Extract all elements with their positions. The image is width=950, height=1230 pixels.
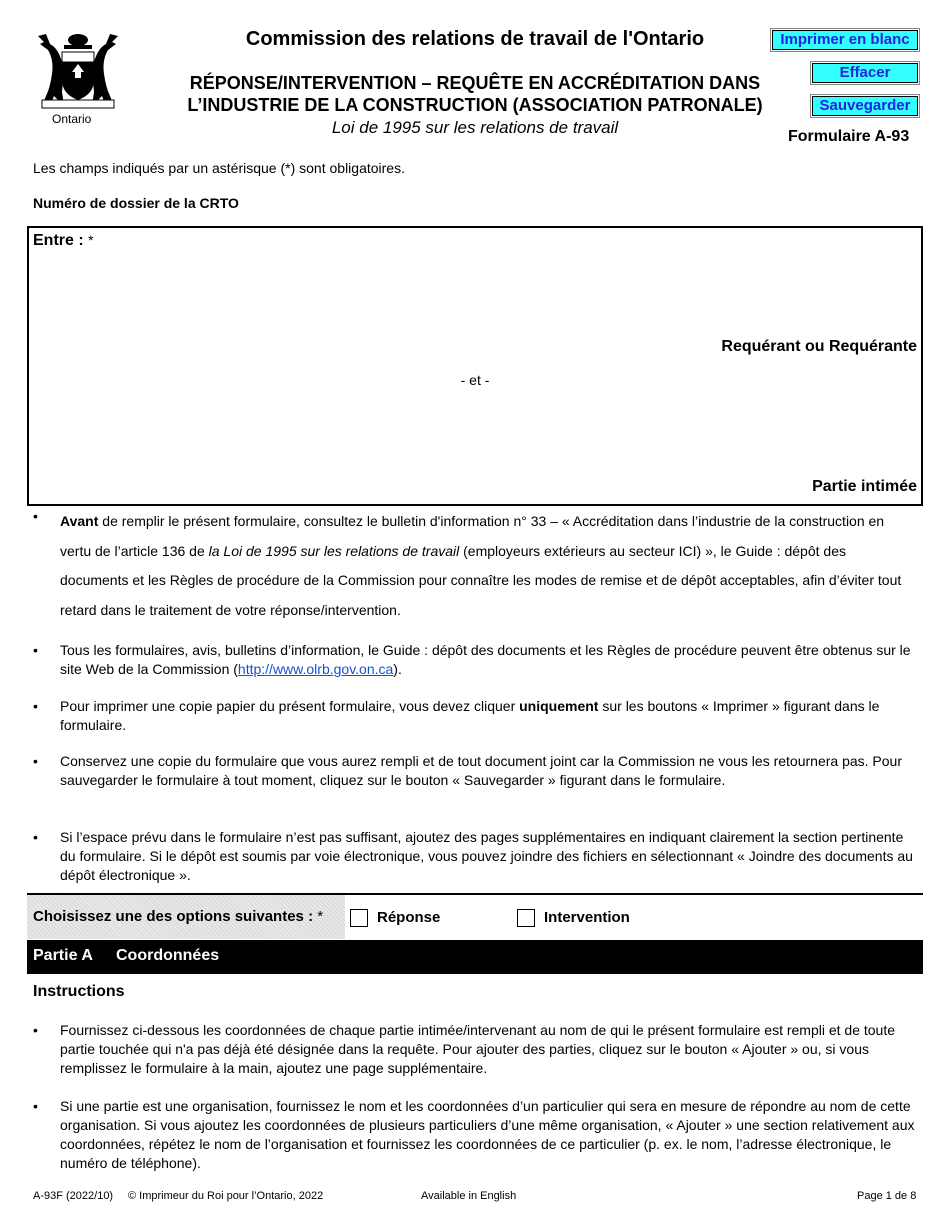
applicant-label: Requérant ou Requérante [721, 338, 917, 355]
coat-of-arms-icon [28, 28, 128, 110]
text-run: ). [393, 661, 402, 677]
intro-bullet-4 [33, 752, 918, 790]
text-run: Tous les formulaires, avis, bulletins d’information, le Guide : dépôt des documents et les Règles de procédure peuvent être obtenus sur le site Web de la Commission ( [60, 642, 911, 677]
footer-copyright: © Imprimeur du Roi pour l’Ontario, 2022 [128, 1190, 324, 1202]
bullet-dot: • [33, 508, 38, 524]
response-checkbox-label[interactable]: Réponse [377, 909, 441, 926]
section-a-title: Coordonnées [116, 947, 220, 964]
instruction-bullet-1-text: Fournissez ci-dessous les coordonnées de chaque partie intimée/intervenant au nom de qui le présent formulaire est rempli et de toute partie touchée qui n'a pas déjà été désignée dans la requête. Pour ajouter des parties, cliquez sur le bouton « Ajouter » ou, si vous remplissez le formulaire à la main, ajoutez une page supplémentaire. [60, 1022, 896, 1076]
bullet-dot: • [33, 753, 38, 769]
required-fields-note: Les champs indiqués par un astérisque (*) sont obligatoires. [33, 160, 405, 176]
olrb-website-link[interactable]: http://www.olrb.gov.on.ca [237, 661, 394, 677]
choice-label-text: Choisissez une des options suivantes : [33, 908, 314, 925]
bold-avant: Avant [60, 513, 99, 529]
intro-bullet-3-text [60, 697, 918, 735]
et-separator: - et - [460, 372, 490, 388]
intro-bullet-3 [33, 697, 918, 735]
instructions-title: Instructions [33, 983, 125, 1000]
bullet-dot: • [33, 829, 38, 845]
text-run: de remplir le présent formulaire, consultez le bulletin d'information n° 33 – « Accréditation dans l’industrie de la construction en vertu de l’article 136 de [60, 513, 885, 559]
form-subtitle-line2: L’INDUSTRIE DE LA CONSTRUCTION (ASSOCIATION PATRONALE) [187, 95, 763, 115]
bullet-dot: • [33, 698, 38, 714]
bullet-dot: • [33, 1022, 38, 1038]
bullet-dot: • [33, 642, 38, 658]
print-blank-button[interactable]: Imprimer en blanc [772, 30, 918, 50]
logo-caption: Ontario [52, 112, 92, 126]
required-asterisk: * [317, 908, 324, 925]
text-run: Pour imprimer une copie papier du présent formulaire, vous devez cliquer [60, 698, 520, 714]
text-run: (employeurs extérieurs au secteur ICI) », le Guide : dépôt des documents et les Règles de procédure de la Commission pour connaître les modes de remise et de dépôt acceptables, afin d’éviter tout retard dans le traitement de votre réponse/intervention. [60, 542, 902, 618]
intro-bullet-2-text [60, 641, 918, 679]
intro-bullet-5 [33, 828, 918, 885]
intro-bullet-1 [33, 507, 918, 625]
response-checkbox[interactable] [350, 909, 368, 927]
instruction-bullet-1 [33, 1021, 918, 1078]
law-italic: la Loi de 1995 sur les relations de travail [208, 542, 460, 559]
form-subtitle-line1: RÉPONSE/INTERVENTION – REQUÊTE EN ACCRÉDITATION DANS [189, 73, 761, 93]
text-run: sur les boutons « Imprimer » figurant dans le formulaire. [60, 698, 880, 733]
intro-bullet-2 [33, 641, 918, 679]
commission-title: Commission des relations de travail de l'Ontario [245, 28, 705, 50]
file-number-label: Numéro de dossier de la CRTO [33, 195, 239, 211]
parties-box[interactable] [27, 226, 923, 506]
bullet-dot: • [33, 1098, 38, 1114]
save-button[interactable]: Sauvegarder [812, 96, 918, 116]
law-title: Loi de 1995 sur les relations de travail [331, 118, 619, 137]
choice-label [33, 908, 323, 925]
intervention-checkbox[interactable] [517, 909, 535, 927]
footer-page-number: Page 1 de 8 [857, 1190, 917, 1202]
form-number: Formulaire A-93 [788, 128, 910, 145]
intro-bullet-4-text: Conservez une copie du formulaire que vous aurez rempli et de tout document joint car la Commission ne vous les retournera pas. Pour sauvegarder le formulaire à tout moment, cliquez sur le bouton « Sauvegarder » figurant dans le formulaire. [60, 753, 902, 788]
bold-uniquement: uniquement [519, 698, 599, 714]
intervention-checkbox-label[interactable]: Intervention [544, 909, 630, 926]
clear-button[interactable]: Effacer [812, 63, 918, 83]
footer-form-code: A-93F (2022/10) [33, 1190, 114, 1202]
instruction-bullet-2 [33, 1097, 918, 1173]
section-a-header [27, 940, 923, 974]
intro-bullet-5-text: Si l’espace prévu dans le formulaire n’est pas suffisant, ajoutez des pages supplémentaires en indiquant clairement la section pertinente du formulaire. Si le dépôt est soumis par voie électronique, vous pouvez joindre des fichiers en sélectionnant « Joindre des documents au dépôt électronique ». [60, 829, 913, 883]
response-type-row [27, 893, 923, 939]
choice-label-shading [27, 895, 345, 939]
intro-bullet-1-text [60, 507, 918, 625]
entre-label [33, 232, 94, 250]
section-a-part: Partie A [33, 947, 93, 964]
instruction-bullet-2-text: Si une partie est une organisation, fournissez le nom et les coordonnées d’un particulier qui sera en mesure de répondre au nom de cette organisation. Si vous ajoutez les coordonnées de plusieurs particuliers d’une même organisation, « Ajouter » une section relativement aux coordonnées, répétez le nom de l’organisation et fournissez les coordonnées de ce particulier (p. ex. le nom, l’adresse électronique, le numéro de téléphone). [60, 1098, 915, 1171]
entre-label-text: Entre : [33, 232, 84, 249]
required-asterisk: * [88, 232, 94, 248]
form-subtitle [130, 72, 820, 116]
respondent-label: Partie intimée [812, 478, 917, 495]
footer-english-link[interactable]: Available in English [421, 1190, 517, 1202]
